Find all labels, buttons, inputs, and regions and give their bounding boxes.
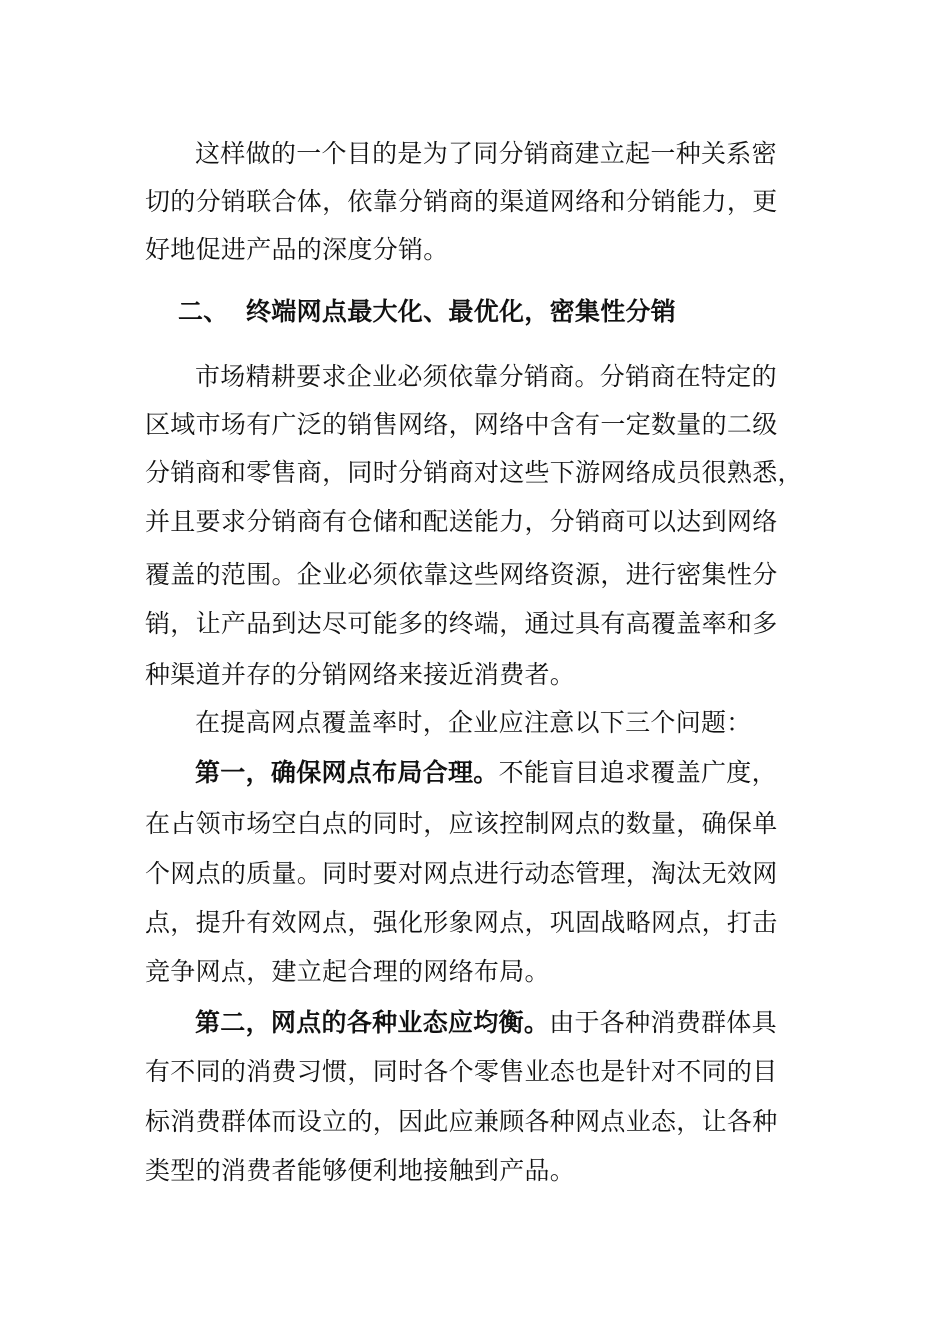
paragraph-2-line-6: 销，让产品到达尽可能多的终端，通过具有高覆盖率和多: [145, 609, 778, 638]
paragraph-4-line-5: 竞争网点，建立起合理的网络布局。: [145, 957, 550, 986]
section-heading: [178, 297, 838, 327]
paragraph-1-line-3: 好地促进产品的深度分销。: [145, 235, 449, 264]
section-title: 终端网点最大化、最优化，密集性分销: [246, 297, 677, 326]
paragraph-2-line-3: 分销商和零售商，同时分销商对这些下游网络成员很熟悉，: [145, 458, 803, 487]
paragraph-4-first-rest: 不能盲目追求覆盖广度，: [498, 758, 777, 787]
paragraph-4-line-3: 个网点的质量。同时要对网点进行动态管理，淘汰无效网: [145, 859, 778, 888]
paragraph-5-bold-lead: 第二，网点的各种业态应均衡。: [195, 1008, 550, 1037]
paragraph-2-line-2: 区域市场有广泛的销售网络，网络中含有一定数量的二级: [145, 410, 778, 439]
paragraph-5-line-4: 类型的消费者能够便利地接触到产品。: [145, 1156, 576, 1185]
section-number: 二、: [178, 297, 229, 326]
paragraph-4-line-1: [195, 758, 855, 788]
paragraph-5-line-1: [195, 1008, 855, 1038]
paragraph-4-line-2: 在占领市场空白点的同时，应该控制网点的数量，确保单: [145, 809, 778, 838]
paragraph-1-line-2: 切的分销联合体，依靠分销商的渠道网络和分销能力，更: [145, 187, 778, 216]
paragraph-2-line-1: 市场精耕要求企业必须依靠分销商。分销商在特定的: [195, 362, 777, 391]
paragraph-2-line-7: 种渠道并存的分销网络来接近消费者。: [145, 660, 576, 689]
paragraph-4-bold-lead: 第一，确保网点布局合理。: [195, 758, 499, 787]
paragraph-5-line-3: 标消费群体而设立的，因此应兼顾各种网点业态，让各种: [145, 1107, 778, 1136]
paragraph-3-line-1: 在提高网点覆盖率时，企业应注意以下三个问题：: [195, 708, 752, 737]
paragraph-2-line-5: 覆盖的范围。企业必须依靠这些网络资源，进行密集性分: [145, 560, 778, 589]
paragraph-4-line-4: 点，提升有效网点，强化形象网点，巩固战略网点，打击: [145, 908, 778, 937]
paragraph-2-line-4: 并且要求分销商有仓储和配送能力，分销商可以达到网络: [145, 507, 778, 536]
paragraph-5-line-2: 有不同的消费习惯，同时各个零售业态也是针对不同的目: [145, 1057, 778, 1086]
paragraph-1-line-1: 这样做的一个目的是为了同分销商建立起一种关系密: [195, 139, 777, 168]
paragraph-5-first-rest: 由于各种消费群体具: [549, 1008, 777, 1037]
